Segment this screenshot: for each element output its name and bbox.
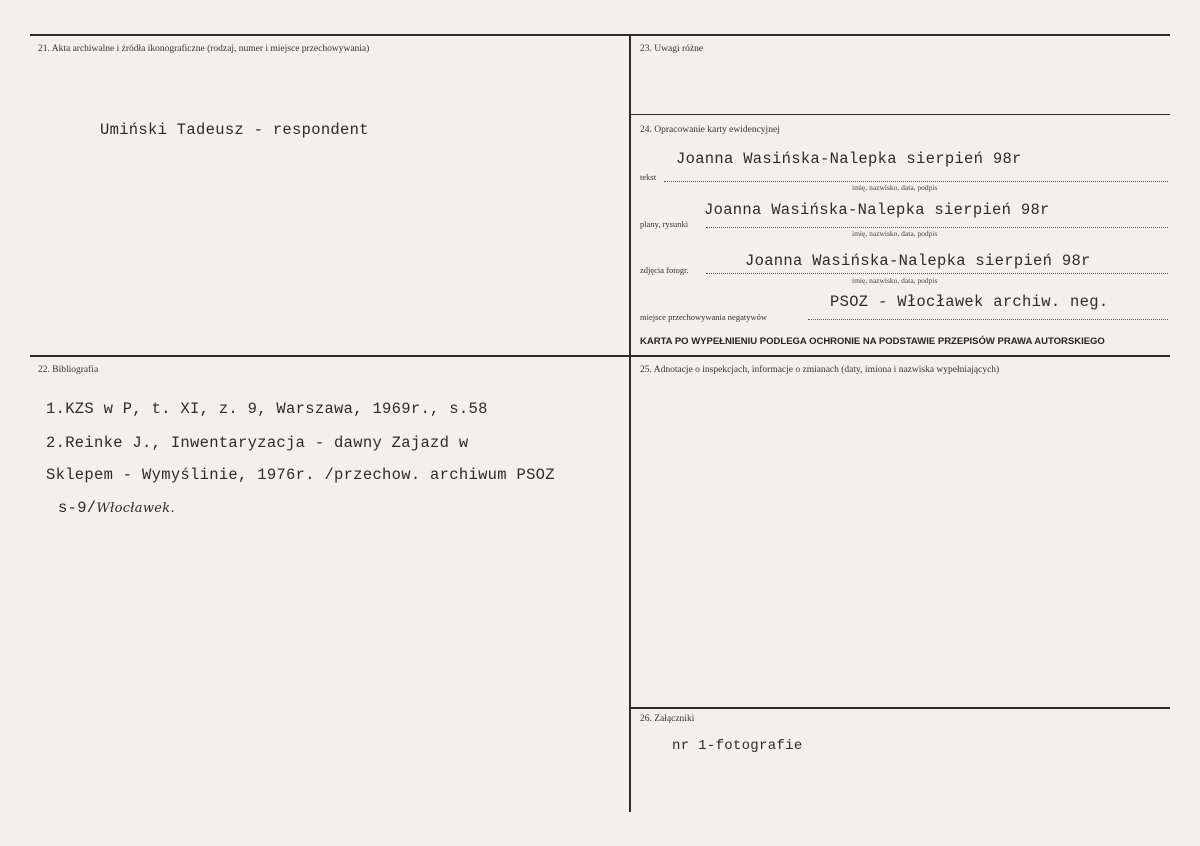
section-25-label: 25. Adnotacje o inspekcjach, informacje o zmianach (daty, imiona i nazwiska wypełniających) xyxy=(640,365,1000,375)
section-23-label: 23. Uwagi różne xyxy=(640,44,704,54)
section-26-label: 26. Załączniki xyxy=(640,714,695,724)
left-mid-border xyxy=(30,355,630,357)
bibliography-line-3: Sklepem - Wymyślinie, 1976r. /przechow. archiwum PSOZ xyxy=(46,466,555,484)
section-21-entry: Umiński Tadeusz - respondent xyxy=(100,121,369,139)
section-22-label: 22. Bibliografia xyxy=(38,365,99,375)
right-border-23 xyxy=(630,114,1170,115)
right-border-24 xyxy=(630,355,1170,357)
column-divider xyxy=(629,34,631,812)
negatives-location-value: PSOZ - Włocławek archiw. neg. xyxy=(830,293,1109,311)
text-author-hint: imię, nazwisko, data, podpis xyxy=(852,183,938,192)
photos-author-value: Joanna Wasińska-Nalepka sierpień 98r xyxy=(745,252,1091,270)
section-21-label: 21. Akta archiwalne i źródła ikonograficzne (rodzaj, numer i miejsce przechowywania) xyxy=(38,44,370,54)
photos-author-line xyxy=(706,273,1168,274)
text-author-line xyxy=(664,181,1168,182)
section-24-label: 24. Opracowanie karty ewidencyjnej xyxy=(640,125,780,135)
bibliography-line-1: 1.KZS w P, t. XI, z. 9, Warszawa, 1969r., s.58 xyxy=(46,400,488,418)
negatives-location-label: miejsce przechowywania negatywów xyxy=(640,312,767,322)
right-border-25 xyxy=(630,707,1170,709)
photos-author-hint: imię, nazwisko, data, podpis xyxy=(852,276,938,285)
plans-author-value: Joanna Wasińska-Nalepka sierpień 98r xyxy=(704,201,1050,219)
bibliography-line-4-handwritten: Włocławek. xyxy=(96,501,175,516)
plans-author-label: plany, rysunki xyxy=(640,219,689,229)
bibliography-line-4-typed: s-9/ xyxy=(58,499,97,517)
attachments-entry: nr 1-fotografie xyxy=(672,738,803,754)
plans-author-hint: imię, nazwisko, data, podpis xyxy=(852,229,938,238)
top-border xyxy=(30,34,1170,36)
text-author-label: tekst xyxy=(640,172,657,182)
negatives-location-line xyxy=(808,319,1168,320)
bibliography-line-4 xyxy=(58,499,175,517)
photos-author-label: zdjęcia fotogr. xyxy=(640,265,689,275)
plans-author-line xyxy=(706,227,1168,228)
text-author-value: Joanna Wasińska-Nalepka sierpień 98r xyxy=(676,150,1022,168)
bibliography-line-2: 2.Reinke J., Inwentaryzacja - dawny Zajazd w xyxy=(46,434,469,452)
copyright-notice: KARTA PO WYPEŁNIENIU PODLEGA OCHRONIE NA PODSTAWIE PRZEPISÓW PRAWA AUTORSKIEGO xyxy=(640,336,1105,347)
